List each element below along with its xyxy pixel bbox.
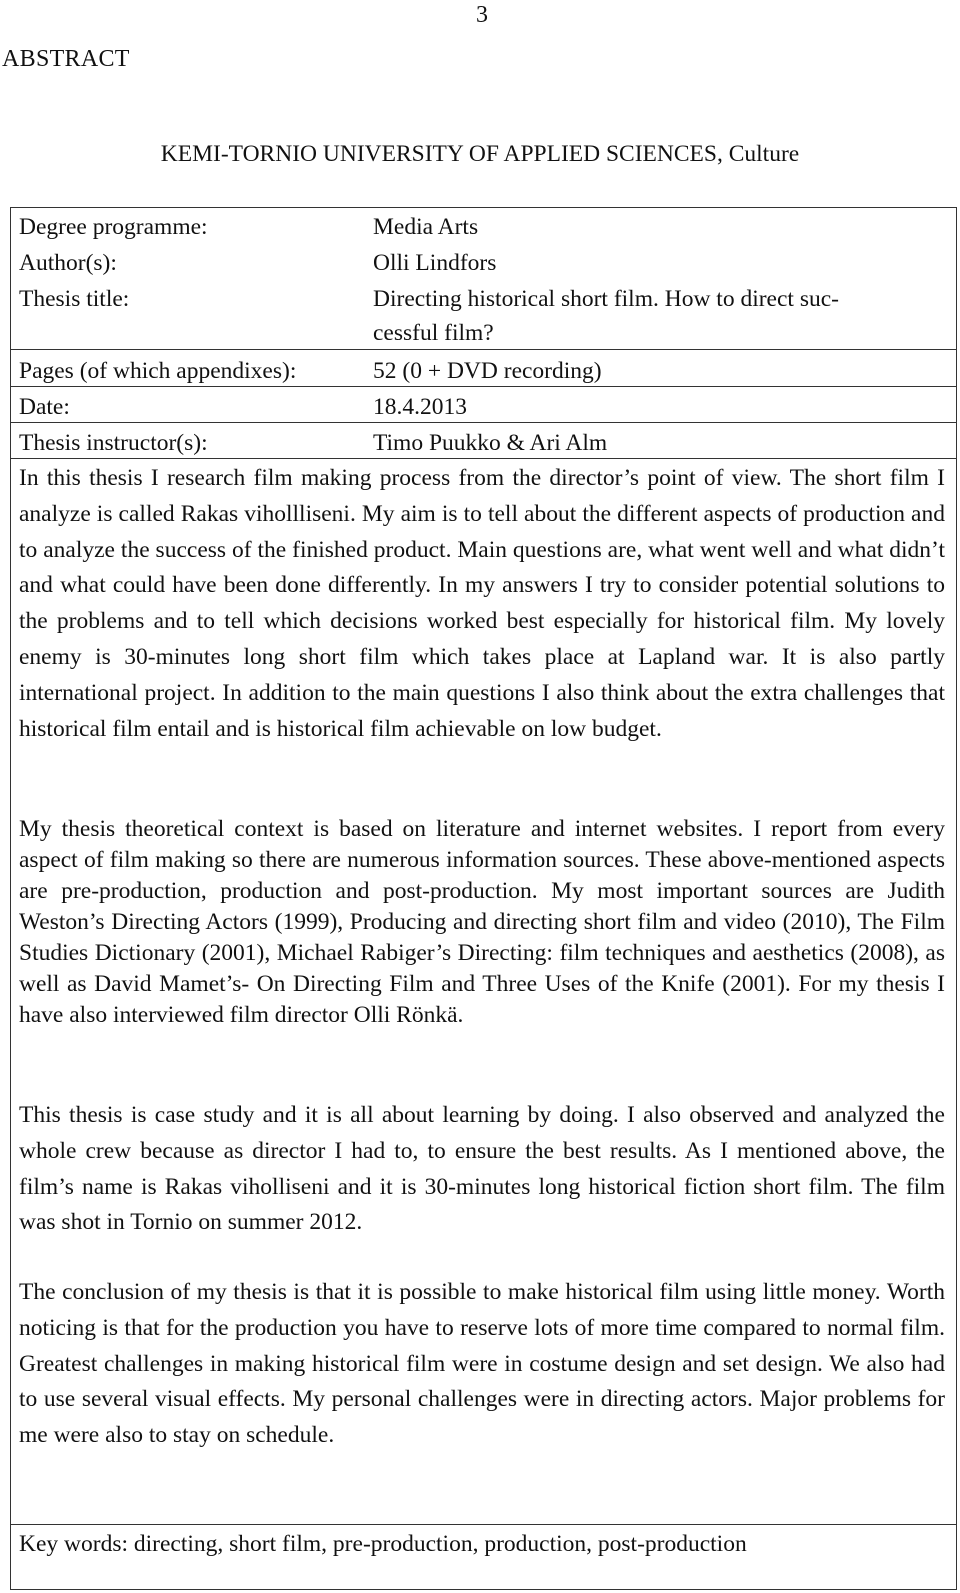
thesis-title-value-cont: cessful film? xyxy=(373,320,494,346)
divider xyxy=(11,349,956,350)
divider xyxy=(11,422,956,423)
degree-value: Media Arts xyxy=(373,214,479,240)
degree-label: Degree programme: xyxy=(19,214,208,240)
abstract-paragraph-3: This thesis is case study and it is all about learning by doing. I also observed and analyzed the whole crew because as director I had to, to ensure the best results. As I mentioned above, the film’s name is Rakas viholliseni and it is 30-minutes long historical fiction short film. The film was shot in Tornio on summer 2012. xyxy=(19,1102,945,1236)
abstract-paragraph-2: My thesis theoretical context is based on literature and internet websites. I report from every aspect of film making so there are numerous information sources. These above-mentioned aspects are pre-production, production and post-production. My most important sources are Judith Weston’s Directing Actors (1999), Producing and directing short film and video (2010), The Film Studies Dictionary (2001), Michael Rabiger’s Directing: film techniques and aesthetics (2008), as well as David Mamet’s- On Directing Film and Three Uses of the Knife (2001). For my thesis I have also interviewed film director Olli Rönkä. xyxy=(19,816,945,1028)
date-value: 18.4.2013 xyxy=(373,394,467,420)
keywords: Key words: directing, short film, pre-production, production, post-production xyxy=(19,1531,747,1557)
thesis-title-label: Thesis title: xyxy=(19,286,130,312)
instructor-value: Timo Puukko & Ari Alm xyxy=(373,430,608,456)
divider xyxy=(11,1524,956,1525)
divider xyxy=(11,458,956,459)
author-label: Author(s): xyxy=(19,250,117,276)
pages-value: 52 (0 + DVD recording) xyxy=(373,358,602,384)
instructor-label: Thesis instructor(s): xyxy=(19,430,208,456)
abstract-paragraph-4: The conclusion of my thesis is that it is possible to make historical film using little money. Worth noticing is that for the production you have to reserve lots of more time compared to normal film. Greatest challenges in making historical film were in costume design and set design. We also had to use several visual effects. My personal challenges were in directing actors. Major problems for me were also to stay on schedule. xyxy=(19,1279,945,1449)
thesis-title-value: Directing historical short film. How to direct suc- xyxy=(373,286,839,312)
pages-label: Pages (of which appendixes): xyxy=(19,358,297,384)
abstract-paragraph-1: In this thesis I research film making process from the director’s point of view. The short film I analyze is called Rakas vihollliseni. My aim is to tell about the different aspects of production and to analyze the success of the finished product. Main questions are, what went well and what didn’t and what could have been done differently. In my answers I try to consider potential solutions to the problems and to tell which decisions worked best especially for historical film. My lovely enemy is 30-minutes long short film which takes place at Lapland war. It is also partly international project. In addition to the main questions I also think about the extra challenges that historical film entail and is historical film achievable on low budget. xyxy=(19,465,945,742)
date-label: Date: xyxy=(19,394,70,420)
abstract-heading: ABSTRACT xyxy=(2,46,130,72)
divider xyxy=(11,386,956,387)
page-number: 3 xyxy=(476,2,488,28)
author-value: Olli Lindfors xyxy=(373,250,497,276)
institution-title: KEMI-TORNIO UNIVERSITY OF APPLIED SCIENCES, Culture xyxy=(160,141,800,167)
abstract-box xyxy=(10,207,957,1590)
